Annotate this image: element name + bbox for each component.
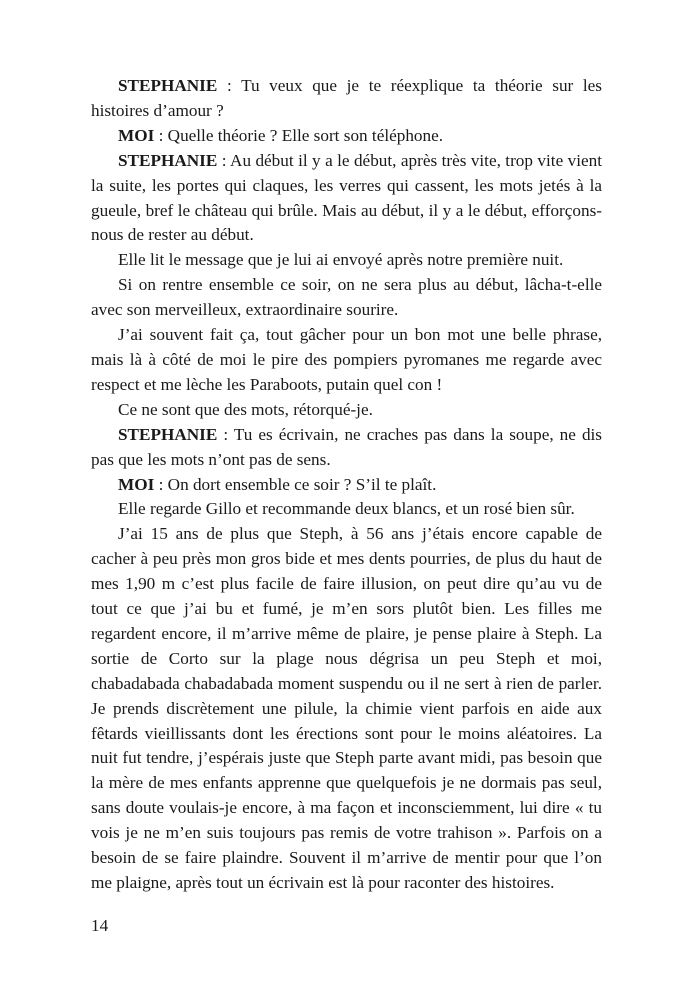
- paragraph-text: : On dort ensemble ce soir ? S’il te plaît.: [154, 474, 437, 494]
- page-body: [91, 74, 602, 896]
- paragraph-7: [91, 398, 602, 423]
- page-number: 14: [91, 916, 109, 935]
- speaker-name: MOI: [118, 474, 155, 494]
- paragraph-text: J’ai souvent fait ça, tout gâcher pour un bon mot une belle phrase, mais là à côté de moi le pire des pompiers pyromanes me regarde avec respect et me lèche les Paraboots, putain quel con !: [91, 325, 602, 394]
- paragraph-text: : Quelle théorie ? Elle sort son téléphone.: [154, 125, 444, 145]
- paragraph-3: [91, 149, 602, 249]
- paragraph-text: Si on rentre ensemble ce soir, on ne sera plus au début, lâcha-t-elle avec son merveilleux, extraordinaire sourire.: [91, 275, 602, 320]
- paragraph-5: [91, 273, 602, 323]
- paragraph-text: : Au début il y a le début, après très vite, trop vite vient la suite, les portes qui claques, les verres qui cassent, les mots jetés à la gueule, bref le château qui brûle. Mais au début, il y a le début, efforçons-nous de rester au début.: [91, 150, 602, 245]
- speaker-name: STEPHANIE: [118, 76, 218, 95]
- paragraph-9: [91, 473, 602, 498]
- paragraph-text: Ce ne sont que des mots, rétorqué-je.: [118, 399, 373, 419]
- paragraph-10: [91, 497, 602, 522]
- paragraph-text: Elle lit le message que je lui ai envoyé après notre première nuit.: [118, 250, 564, 270]
- paragraph-text: Elle regarde Gillo et recommande deux blancs, et un rosé bien sûr.: [118, 499, 575, 519]
- paragraph-4: [91, 248, 602, 273]
- paragraph-2: [91, 124, 602, 149]
- paragraph-1: [91, 74, 602, 124]
- paragraph-text: : Tu es écrivain, ne craches pas dans la soupe, ne dis pas que les mots n’ont pas de sens.: [91, 424, 602, 469]
- paragraph-11: [91, 522, 602, 896]
- paragraph-8: [91, 423, 602, 473]
- paragraph-text: J’ai 15 ans de plus que Steph, à 56 ans j’étais encore capable de cacher à peu près mon gros bide et mes dents pourries, de plus du haut de mes 1,90 m c’est plus facile de faire illusion, on peut dire qu’au vu de tout ce que j’ai bu et fumé, je m’en sors plutôt bien. Les filles me regardent encore, il m’arrive même de plaire, je pense plaire à Steph. La sortie de Corto sur la plage nous dégrisa un peu Steph et moi, chabadabada chabadabada moment suspendu ou il ne sert à rien de parler. Je prends discrètement une pilule, la chimie vient parfois en aide aux fêtards vieillissants dont les érections sont pour le moins aléatoires. La nuit fut tendre, j’espérais juste que Steph parte avant midi, pas besoin que la mère de mes enfants apprenne que quelquefois je ne dormais pas seul, sans doute voulais-je encore, à ma façon et inconsciemment, lui dire « tu vois je ne m’en suis toujours pas remis de votre trahison ». Parfois on a besoin de se faire plaindre. Souvent il m’arrive de mentir pour que l’on me plaigne, après tout un écrivain est là pour raconter des histoires.: [91, 524, 602, 892]
- paragraph-text: : Tu veux que je te réexplique ta théorie sur les histoires d’amour ?: [91, 76, 602, 120]
- paragraph-6: [91, 323, 602, 398]
- speaker-name: STEPHANIE: [118, 150, 218, 170]
- speaker-name: MOI: [118, 125, 155, 145]
- speaker-name: STEPHANIE: [118, 424, 218, 444]
